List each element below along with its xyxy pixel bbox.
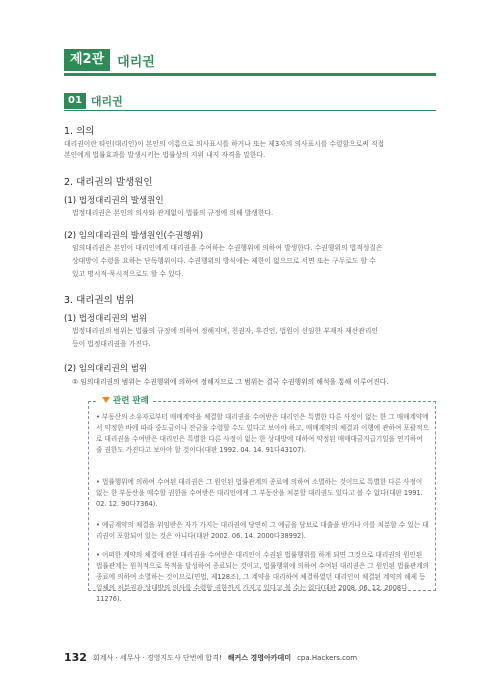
related-case-2: • 법률행위에 의하여 수여된 대리권은 그 원인된 법률관계의 종료에 의하여 소멸하는 것이므로 특별한 다른 사정이 없는 한 부동산을 매수할 권한을 수여받은 대리인에게 그 부동산을 처분할 대리권도 있다고 볼 수 없다(대판 1991. 02. 12. 90다7364). [96, 478, 423, 508]
heading-scope: 3. 대리권의 범위 [64, 295, 135, 306]
chapter-tag: 제2관 [64, 49, 110, 71]
legal-origin-text: 법정대리권은 본인의 의사와 관계없이 법률의 규정에 의해 발생한다. [72, 209, 274, 217]
related-case-3: • 예금계약의 체결을 위임받은 자가 가지는 대리권에 당연히 그 예금을 담보로 대출을 받거나 이를 처분할 수 있는 대리권이 포함되어 있는 것은 아니다(대판 2002. 06. 14. 2000다38992). [96, 521, 429, 540]
footer-tagline: 회계사 · 세무사 · 경영지도사 단번에 합격! [92, 653, 222, 662]
voluntary-origin-line-1: 임의대리권은 본인이 대리인에게 대리권을 수여하는 수권행위에 의하여 발생한다. 수권행위의 법적성질은 [72, 244, 383, 252]
legal-scope-line-1: 법정대리권의 범위는 법률의 규정에 의하여 정해지며, 친권자, 후견인, 법원이 선임한 부재자 재산관리인 [72, 327, 379, 335]
triangle-marker-icon [102, 397, 110, 403]
legal-scope-line-2: 등이 법정대리권을 가진다. [72, 340, 151, 348]
voluntary-scope-bullet: ① 임의대리권의 범위는 수권행위에 의하여 정해지므로 그 범위는 결국 수권행위의 해석을 통해 이루어진다. [72, 378, 389, 386]
heading-origin: 2. 대리권의 발생원인 [64, 177, 153, 188]
footer [64, 651, 357, 664]
subheading-voluntary-origin: (2) 임의대리권의 발생원인(수권행위) [64, 231, 204, 241]
related-cases-label [98, 394, 153, 406]
section-title: 대리권 [90, 94, 123, 108]
related-cases-title: 관련 판례 [113, 396, 149, 406]
page-number: 132 [64, 651, 87, 664]
chapter-header [64, 47, 436, 73]
related-case-1: • 부동산의 소유자로부터 매매계약을 체결할 대리권을 수여받은 대리인은 특별한 다른 사정이 없는 한 그 매매계약에서 약정한 바에 따라 중도금이나 잔금을 수령할 수도 있다고 보아야 하고, 매매계약의 체결과 이행에 관하여 포괄적으로 대리권을 수여받은 대리인은 특별한 다른 사정이 없는 한 상대방에 대하여 약정된 매매대금지급기일을 연기하여 줄 권한도 가진다고 보아야 할 것이다(대판 1992. 04. 14. 91다43107). [96, 413, 429, 454]
definition-line-1: 대리권이란 타인(대리인)이 본인의 이름으로 의사표시를 하거나 또는 제3자의 의사표시를 수령함으로써 직접 [64, 140, 385, 148]
voluntary-origin-line-3: 있고 명시적·묵시적으로도 할 수 있다. [72, 270, 184, 278]
chapter-divider [64, 73, 436, 76]
subheading-legal-origin: (1) 법정대리권의 발생원인 [64, 196, 164, 206]
subheading-voluntary-scope: (2) 임의대리권의 범위 [64, 364, 148, 374]
footer-brand: 해커스 경영아카데미 [227, 653, 292, 662]
related-case-4: • 어떠한 계약의 체결에 관한 대리권을 수여받은 대리인이 수권된 법률행위를 하게 되면 그것으로 대리권의 원인된 법률관계는 원칙적으로 목적을 달성하여 종료되는 것이고, 법률행위에 의하여 수여된 대리권은 그 원인된 법률관계의 종료에 의하여 소멸하는 것이므로(민법, 제128조), 그 계약을 대리하여 체결하였던 대리인이 체결된 계약의 해제 등 일체의 처분권과 상대방의 의사를 수령할 권한까지 가지고 있다고 볼 수는 없다(대판 2008. 06. 12. 2008다11276). [96, 551, 429, 603]
footer-site: cpa.Hackers.com [297, 653, 358, 662]
heading-definition: 1. 의의 [64, 126, 95, 137]
voluntary-origin-line-2: 상대방이 수령을 요하는 단독행위이다. 수권행위의 방식에는 제한이 없으므로 서면 또는 구두로도 할 수 [72, 257, 376, 265]
subheading-legal-scope: (1) 법정대리권의 범위 [64, 314, 148, 324]
definition-line-2: 본인에게 법률효과를 발생시키는 법률상의 지위 내지 자격을 말한다. [64, 151, 266, 159]
section-header [64, 91, 436, 111]
chapter-title: 대리권 [117, 54, 155, 70]
section-number: 01 [64, 93, 86, 109]
